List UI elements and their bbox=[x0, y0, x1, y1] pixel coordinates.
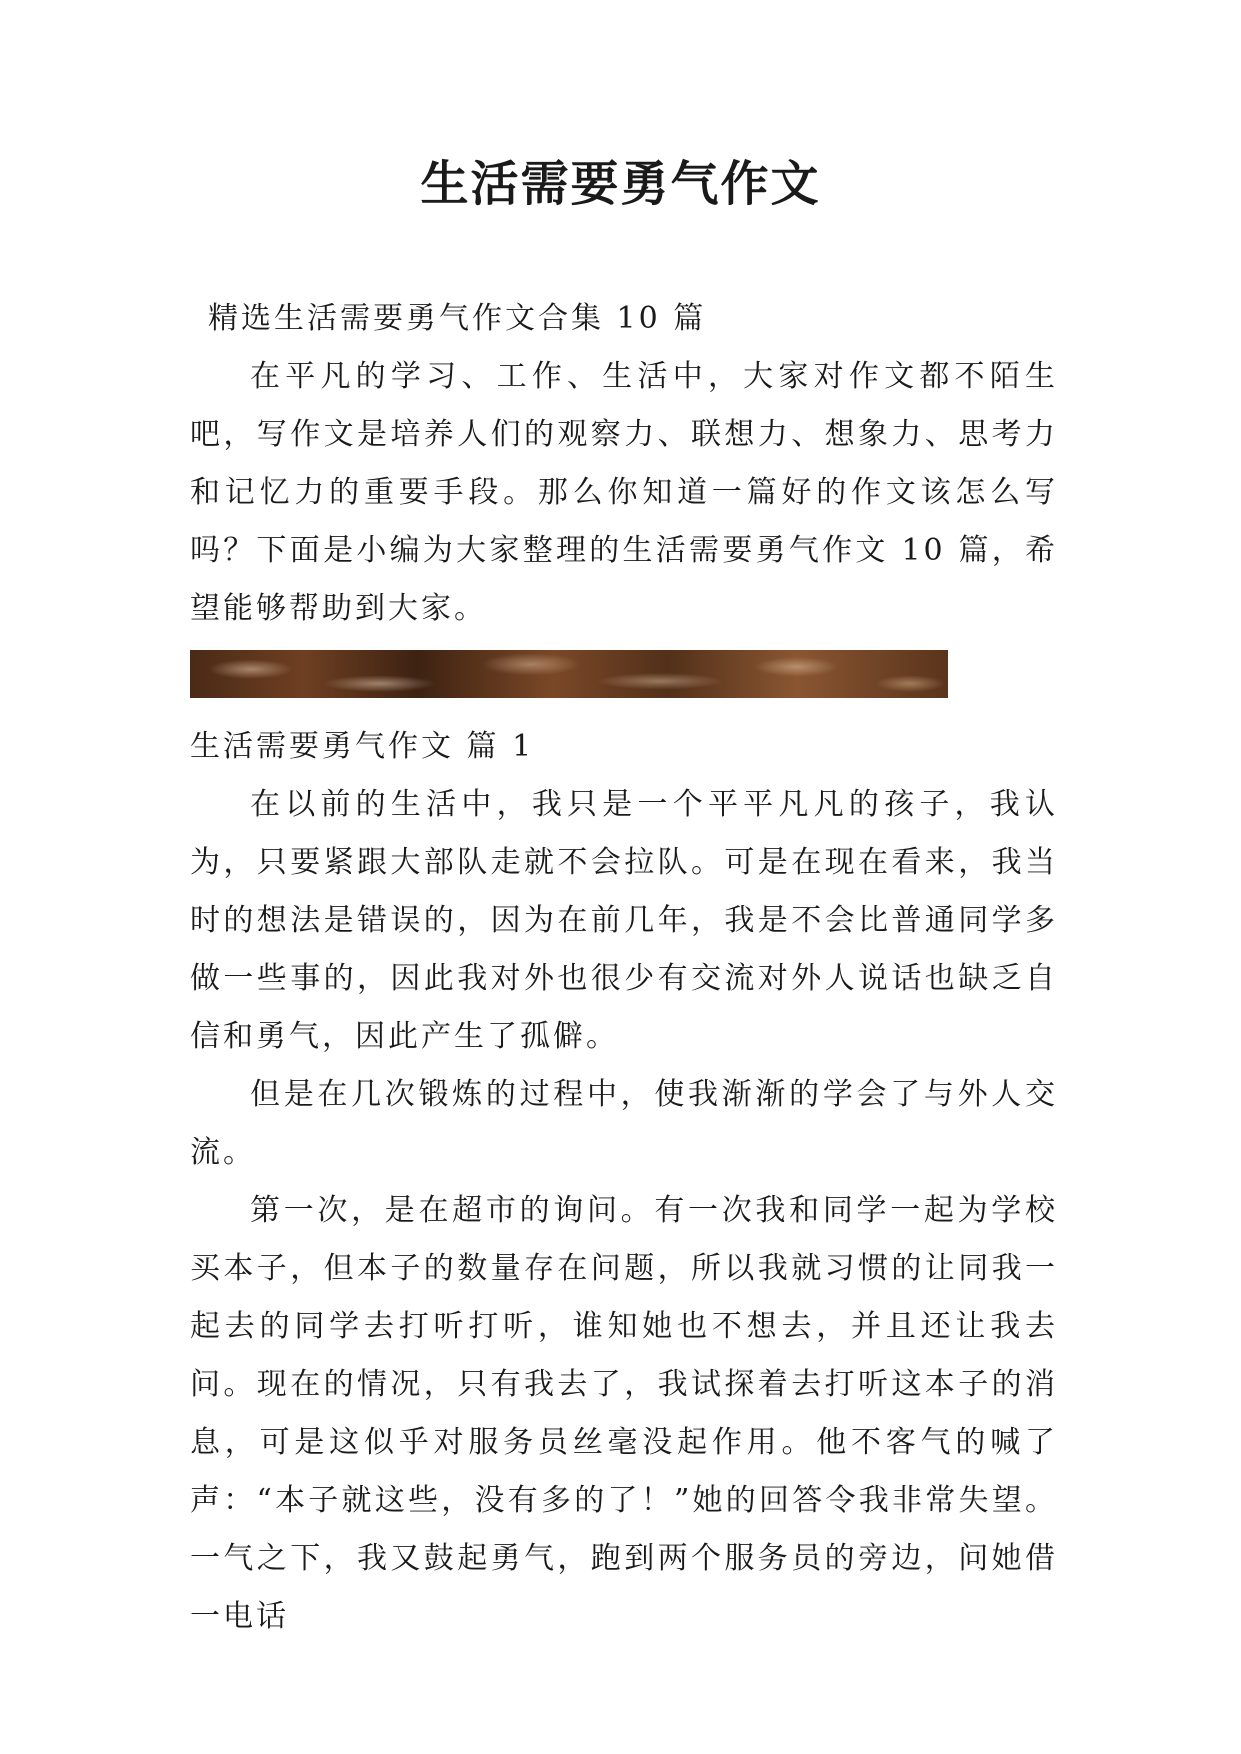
body-paragraph-3: 第一次，是在超市的询问。有一次我和同学一起为学校买本子，但本子的数量存在问题，所以我就习惯的让同我一起去的同学去打听打听，谁知她也不想去，并且还让我去问。现在的情况，只有我去了，我试探着去打听这本子的消息，可是这似乎对服务员丝毫没起作用。他不客气的喊了声：“本子就这些，没有多的了！”她的回答令我非常失望。一气之下，我又鼓起勇气，跑到两个服务员的旁边，问她借一电话 bbox=[190, 1193, 1058, 1634]
document-subtitle: 精选生活需要勇气作文合集 10 篇 bbox=[208, 301, 707, 336]
body-paragraph-1: 在以前的生活中，我只是一个平平凡凡的孩子，我认为，只要紧跟大部队走就不会拉队。可是在现在看来，我当时的想法是错误的，因为在前几年，我是不会比普通同学多做一些事的，因此我对外也很少有交流对外人说话也缺乏自信和勇气，因此产生了孤僻。 bbox=[190, 787, 1058, 1054]
document-title: 生活需要勇气作文 bbox=[420, 156, 821, 212]
document-body bbox=[190, 290, 1058, 1646]
body-paragraph-2: 但是在几次锻炼的过程中，使我渐渐的学会了与外人交流。 bbox=[190, 1077, 1058, 1170]
intro-paragraph: 在平凡的学习、工作、生活中，大家对作文都不陌生吧，写作文是培养人们的观察力、联想力、想象力、思考力和记忆力的重要手段。那么你知道一篇好的作文该怎么写吗？下面是小编为大家整理的生活需要勇气作文 10 篇，希望能够帮助到大家。 bbox=[190, 359, 1058, 626]
decorative-photo-strip bbox=[190, 650, 948, 698]
section-heading: 生活需要勇气作文 篇 1 bbox=[190, 729, 535, 764]
